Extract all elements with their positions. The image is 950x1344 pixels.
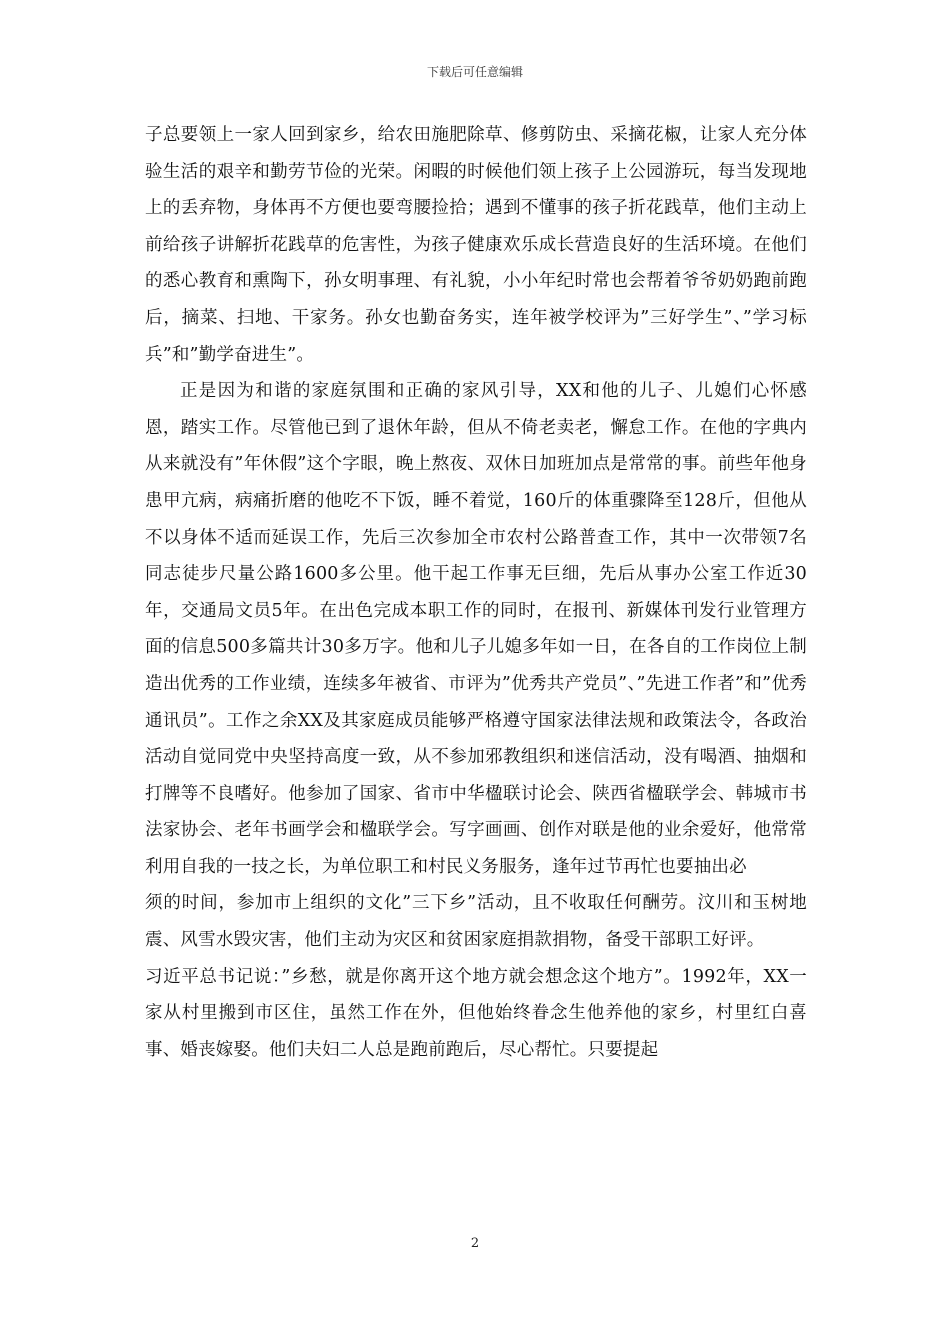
document-body	[145, 117, 807, 1068]
page-number: 2	[470, 1236, 480, 1251]
paragraph-hometown: 习近平总书记说：”乡愁，就是你离开这个地方就会想念这个地方”。1992年，XX一家从村里搬到市区住，虽然工作在外，但他始终眷念生他养他的家乡，村里红白喜事、婚丧嫁娶。他们夫妇二人总是跑前跑后，尽心帮忙。只要提起	[145, 966, 807, 1060]
page-header: 下载后可任意编辑	[426, 65, 523, 79]
paragraph-family-work: 正是因为和谐的家庭氛围和正确的家风引导，XX和他的儿子、儿媳们心怀感恩，踏实工作。尽管他已到了退休年龄，但从不倚老卖老，懈怠工作。在他的字典内从来就没有”年休假”这个字眼，晚上熬夜、双休日加班加点是常常的事。前些年他身患甲亢病，病痛折磨的他吃不下饭，睡不着觉，160斤的体重骤降至128斤，但他从不以身体不适而延误工作，先后三次参加全市农村公路普查工作，其中一次带领7名同志徒步尺量公路1600多公里。他干起工作事无巨细，先后从事办公室工作近30年，交通局文员5年。在出色完成本职工作的同时，在报刊、新媒体刊发行业管理方面的信息500多篇共计30多万字。他和儿子儿媳多年如一日，在各自的工作岗位上制造出优秀的工作业绩，连续多年被省、市评为”优秀共产党员”、”先进工作者”和”优秀通讯员”。工作之余XX及其家庭成员能够严格遵守国家法律法规和政策法令，各政治活动自觉同党中央坚持高度一致，从不参加邪教组织和迷信活动，没有喝酒、抽烟和打牌等不良嗜好。他参加了国家、省市中华楹联讨论会、陕西省楹联学会、韩城市书法家协会、老年书画学会和楹联学会。写字画画、创作对联是他的业余爱好，他常常利用自我的一技之长，为单位职工和村民义务服务，逢年过节再忙也要抽出必	[145, 381, 807, 877]
paragraph-charity: 须的时间，参加市上组织的文化”三下乡”活动，且不收取任何酬劳。汶川和玉树地震、风雪水毁灾害，他们主动为灾区和贫困家庭捐款捐物，备受干部职工好评。	[145, 893, 807, 951]
paragraph-continuation: 子总要领上一家人回到家乡，给农田施肥除草、修剪防虫、采摘花椒，让家人充分体验生活的艰辛和勤劳节俭的光荣。闲暇的时候他们领上孩子上公园游玩，每当发现地上的丢弃物，身体再不方便也要弯腰捡拾；遇到不懂事的孩子折花践草，他们主动上前给孩子讲解折花践草的危害性，为孩子健康欢乐成长营造良好的生活环境。在他们的悉心教育和熏陶下，孙女明事理、有礼貌，小小年纪时常也会帮着爷爷奶奶跑前跑后，摘菜、扫地、干家务。孙女也勤奋务实，连年被学校评为”三好学生”、”学习标兵”和”勤学奋进生”。	[145, 125, 807, 365]
